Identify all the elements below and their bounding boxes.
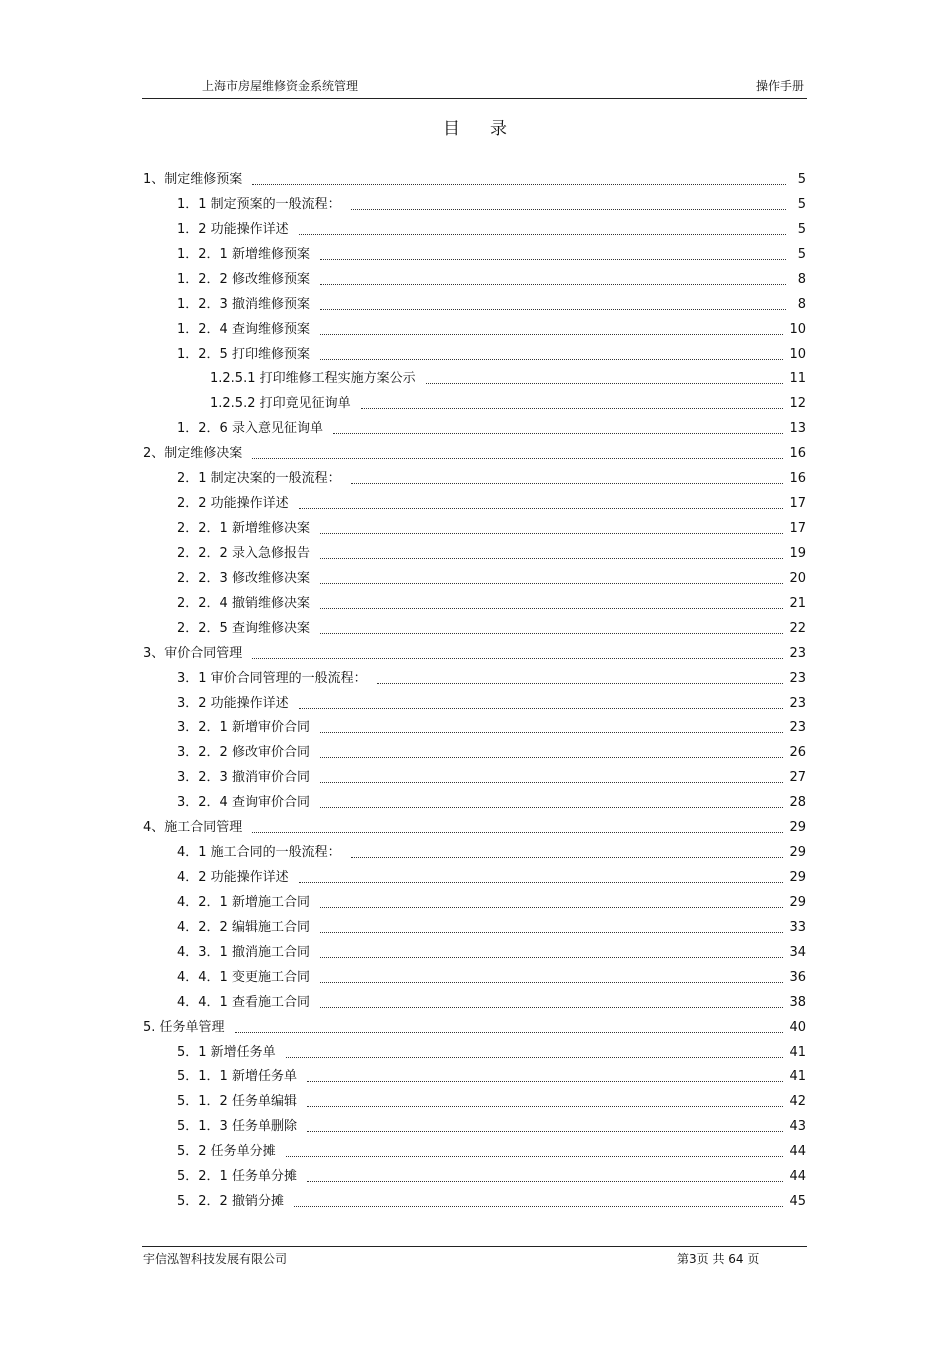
toc-entry[interactable] [177, 1140, 806, 1164]
toc-entry[interactable] [177, 766, 806, 790]
toc-entry-page: 44 [789, 1169, 806, 1185]
toc-entry[interactable] [177, 218, 806, 242]
toc-entry[interactable] [177, 1041, 806, 1065]
toc-entry[interactable] [177, 891, 806, 915]
toc-entry[interactable] [177, 293, 806, 317]
toc-entry[interactable] [177, 1090, 806, 1114]
toc-entry[interactable] [177, 1165, 806, 1189]
toc-entry[interactable] [177, 567, 806, 591]
toc-entry-label: 1．2．4 查询维修预案 [177, 321, 310, 337]
toc-entry-label: 1．2．5 打印维修预案 [177, 346, 310, 362]
toc-entry[interactable] [177, 318, 806, 342]
toc-entry-page: 22 [789, 620, 806, 636]
toc-entry-label: 3．2 功能操作详述 [177, 695, 289, 711]
toc-leader-dots [320, 756, 784, 758]
toc-entry-page: 45 [789, 1194, 806, 1210]
toc-entry-page: 23 [789, 695, 806, 711]
toc-entry[interactable] [177, 1115, 806, 1139]
toc-entry[interactable] [177, 692, 806, 716]
toc-leader-dots [361, 407, 784, 409]
toc-entry[interactable] [177, 617, 806, 641]
toc-leader-dots [320, 532, 784, 534]
toc-entry-page: 10 [789, 321, 806, 337]
toc-leader-dots [299, 233, 786, 235]
toc-entry-page: 36 [789, 969, 806, 985]
toc-entry[interactable] [177, 417, 806, 441]
toc-entry-label: 1．2．1 新增维修预案 [177, 246, 310, 262]
toc-entry-page: 28 [789, 795, 806, 811]
toc-entry-page: 23 [789, 670, 806, 686]
toc-entry-label: 5．1．2 任务单编辑 [177, 1094, 297, 1110]
toc-entry[interactable] [177, 991, 806, 1015]
toc-entry-page: 11 [789, 371, 806, 387]
toc-entry-label: 5．1 新增任务单 [177, 1044, 276, 1060]
toc-entry-page: 10 [789, 346, 806, 362]
toc-entry-label: 4．4．1 变更施工合同 [177, 969, 310, 985]
toc-entry[interactable] [210, 392, 806, 416]
toc-leader-dots [235, 1031, 784, 1033]
toc-entry-label: 2．2．5 查询维修决案 [177, 620, 310, 636]
toc-entry[interactable] [177, 492, 806, 516]
toc-entry-label: 1．2 功能操作详述 [177, 221, 289, 237]
toc-entry-label: 2．2．3 修改维修决案 [177, 570, 310, 586]
toc-entry-page: 5 [797, 246, 806, 262]
toc-entry-label: 2．2．2 录入急修报告 [177, 545, 310, 561]
toc-entry-page: 44 [789, 1144, 806, 1160]
toc-entry[interactable] [177, 1065, 806, 1089]
toc-leader-dots [320, 333, 784, 335]
toc-leader-dots [320, 956, 784, 958]
header-rule [142, 98, 807, 99]
toc-entry[interactable] [177, 667, 806, 691]
toc-entry-page: 17 [789, 496, 806, 512]
toc-leader-dots [320, 1006, 784, 1008]
toc-entry-label: 1．2．2 修改维修预案 [177, 271, 310, 287]
toc-leader-dots [320, 283, 786, 285]
toc-entry-label: 4．2．2 编辑施工合同 [177, 919, 310, 935]
toc-leader-dots [320, 308, 786, 310]
toc-entry-label: 5．1．3 任务单删除 [177, 1119, 297, 1135]
toc-leader-dots [426, 382, 784, 384]
toc-entry-label: 5．2 任务单分摊 [177, 1144, 276, 1160]
toc-leader-dots [351, 208, 786, 210]
toc-entry[interactable] [143, 442, 806, 466]
footer-company: 宇信泓智科技发展有限公司 [143, 1252, 288, 1266]
toc-leader-dots [299, 707, 784, 709]
toc-entry[interactable] [177, 716, 806, 740]
toc-entry-label: 4．2 功能操作详述 [177, 870, 289, 886]
toc-entry-page: 40 [789, 1019, 806, 1035]
toc-entry-page: 16 [789, 446, 806, 462]
toc-leader-dots [320, 582, 784, 584]
toc-entry-page: 43 [789, 1119, 806, 1135]
toc-entry-page: 5 [797, 196, 806, 212]
toc-entry-label: 4、施工合同管理 [143, 820, 243, 836]
toc-entry-page: 5 [797, 221, 806, 237]
toc-entry-label: 2、制定维修决案 [143, 446, 243, 462]
toc-leader-dots [320, 781, 784, 783]
toc-leader-dots [307, 1105, 784, 1107]
toc-entry-page: 5 [797, 172, 806, 187]
toc-entry[interactable] [177, 268, 806, 292]
toc-entry[interactable] [177, 1190, 806, 1214]
toc-entry-label: 5．2．2 撤销分摊 [177, 1194, 284, 1210]
toc-entry-page: 12 [789, 396, 806, 412]
toc-entry-label: 4．2．1 新增施工合同 [177, 894, 310, 910]
toc-entry[interactable] [143, 168, 806, 192]
toc-entry-label: 3．2．3 撤消审价合同 [177, 770, 310, 786]
toc-leader-dots [307, 1180, 784, 1182]
toc-entry-label: 1.2.5.1 打印维修工程实施方案公示 [210, 371, 416, 387]
toc-entry[interactable] [177, 193, 806, 217]
toc-entry-label: 3．1 审价合同管理的一般流程： [177, 670, 367, 686]
toc-entry[interactable] [143, 642, 806, 666]
toc-leader-dots [320, 981, 784, 983]
toc-entry[interactable] [143, 1016, 806, 1040]
toc-entry[interactable] [177, 243, 806, 267]
toc-entry[interactable] [177, 542, 806, 566]
toc-entry-label: 3．2．2 修改审价合同 [177, 745, 310, 761]
toc-leader-dots [307, 1080, 784, 1082]
toc-entry-page: 42 [789, 1094, 806, 1110]
toc-leader-dots [286, 1155, 784, 1157]
toc-entry-label: 5．1．1 新增任务单 [177, 1069, 297, 1085]
toc-entry-label: 1．1 制定预案的一般流程： [177, 196, 341, 212]
toc-entry-label: 1．2．6 录入意见征询单 [177, 421, 323, 437]
toc-entry-page: 29 [789, 820, 806, 836]
toc-entry-label: 1、制定维修预案 [143, 172, 243, 187]
toc-entry-label: 4．4．1 查看施工合同 [177, 994, 310, 1010]
toc-entry[interactable] [177, 592, 806, 616]
toc-entry-label: 2．1 制定决案的一般流程： [177, 471, 341, 487]
toc-entry-label: 1.2.5.2 打印竟见征询单 [210, 396, 351, 412]
toc-leader-dots [320, 632, 784, 634]
toc-entry-page: 17 [789, 521, 806, 537]
toc-entry[interactable] [177, 741, 806, 765]
toc-entry[interactable] [177, 966, 806, 990]
toc-entry-page: 29 [789, 845, 806, 861]
header-title: 上海市房屋维修资金系统管理 [202, 79, 359, 93]
toc-entry[interactable] [177, 841, 806, 865]
toc-entry[interactable] [177, 343, 806, 367]
toc-entry-page: 29 [789, 894, 806, 910]
footer-rule [142, 1246, 807, 1247]
toc-entry-label: 5. 任务单管理 [143, 1019, 225, 1035]
toc-leader-dots [320, 731, 784, 733]
toc-leader-dots [286, 1056, 784, 1058]
toc-entry-page: 41 [789, 1044, 806, 1060]
toc-leader-dots [252, 183, 786, 185]
toc-entry-page: 27 [789, 770, 806, 786]
toc-leader-dots [320, 806, 784, 808]
toc-leader-dots [333, 432, 784, 434]
toc-entry-page: 38 [789, 994, 806, 1010]
toc-entry-page: 33 [789, 919, 806, 935]
toc-entry[interactable] [177, 941, 806, 965]
toc-entry-page: 23 [789, 645, 806, 661]
toc-leader-dots [320, 557, 784, 559]
toc-leader-dots [299, 881, 784, 883]
toc-entry-label: 5．2．1 任务单分摊 [177, 1169, 297, 1185]
toc-entry-label: 2．2 功能操作详述 [177, 496, 289, 512]
toc-entry-page: 21 [789, 595, 806, 611]
toc-entry-label: 4．1 施工合同的一般流程： [177, 845, 341, 861]
toc-entry-label: 1．2．3 撤消维修预案 [177, 296, 310, 312]
toc-entry[interactable] [177, 866, 806, 890]
toc-leader-dots [252, 831, 783, 833]
toc-entry-label: 2．2．4 撤销维修决案 [177, 595, 310, 611]
toc-entry-label: 2．2．1 新增维修决案 [177, 521, 310, 537]
toc-entry[interactable] [177, 916, 806, 940]
toc-entry-page: 19 [789, 545, 806, 561]
toc-entry-page: 8 [797, 271, 806, 287]
toc-entry-label: 3．2．4 查询审价合同 [177, 795, 310, 811]
header-doc-type: 操作手册 [755, 79, 804, 93]
toc-leader-dots [294, 1205, 784, 1207]
toc-title: 目录 [443, 119, 537, 139]
toc-leader-dots [307, 1130, 784, 1132]
toc-entry[interactable] [210, 367, 806, 391]
toc-leader-dots [252, 457, 783, 459]
footer-page-info: 第3页 共 64 页 [677, 1252, 760, 1266]
toc-entry-label: 3．2．1 新增审价合同 [177, 720, 310, 736]
toc-entry[interactable] [177, 791, 806, 815]
toc-entry-page: 16 [789, 471, 806, 487]
toc-entry-label: 4．3．1 撤消施工合同 [177, 944, 310, 960]
toc-entry-page: 8 [797, 296, 806, 312]
toc-leader-dots [320, 607, 784, 609]
toc-entry[interactable] [177, 517, 806, 541]
toc-entry-label: 3、审价合同管理 [143, 645, 243, 661]
toc-leader-dots [299, 507, 784, 509]
toc-leader-dots [320, 906, 784, 908]
toc-entry-page: 23 [789, 720, 806, 736]
toc-leader-dots [320, 358, 784, 360]
toc-entry-page: 20 [789, 570, 806, 586]
toc-entry-page: 13 [789, 421, 806, 437]
toc-leader-dots [320, 258, 786, 260]
toc-leader-dots [320, 931, 784, 933]
toc-leader-dots [377, 682, 784, 684]
toc-leader-dots [351, 856, 784, 858]
toc-leader-dots [252, 657, 783, 659]
toc-entry[interactable] [143, 816, 806, 840]
toc-leader-dots [351, 482, 784, 484]
toc-entry-page: 34 [789, 944, 806, 960]
toc-entry-page: 41 [789, 1069, 806, 1085]
toc-entry[interactable] [177, 467, 806, 491]
toc-entry-page: 26 [789, 745, 806, 761]
toc-entry-page: 29 [789, 870, 806, 886]
